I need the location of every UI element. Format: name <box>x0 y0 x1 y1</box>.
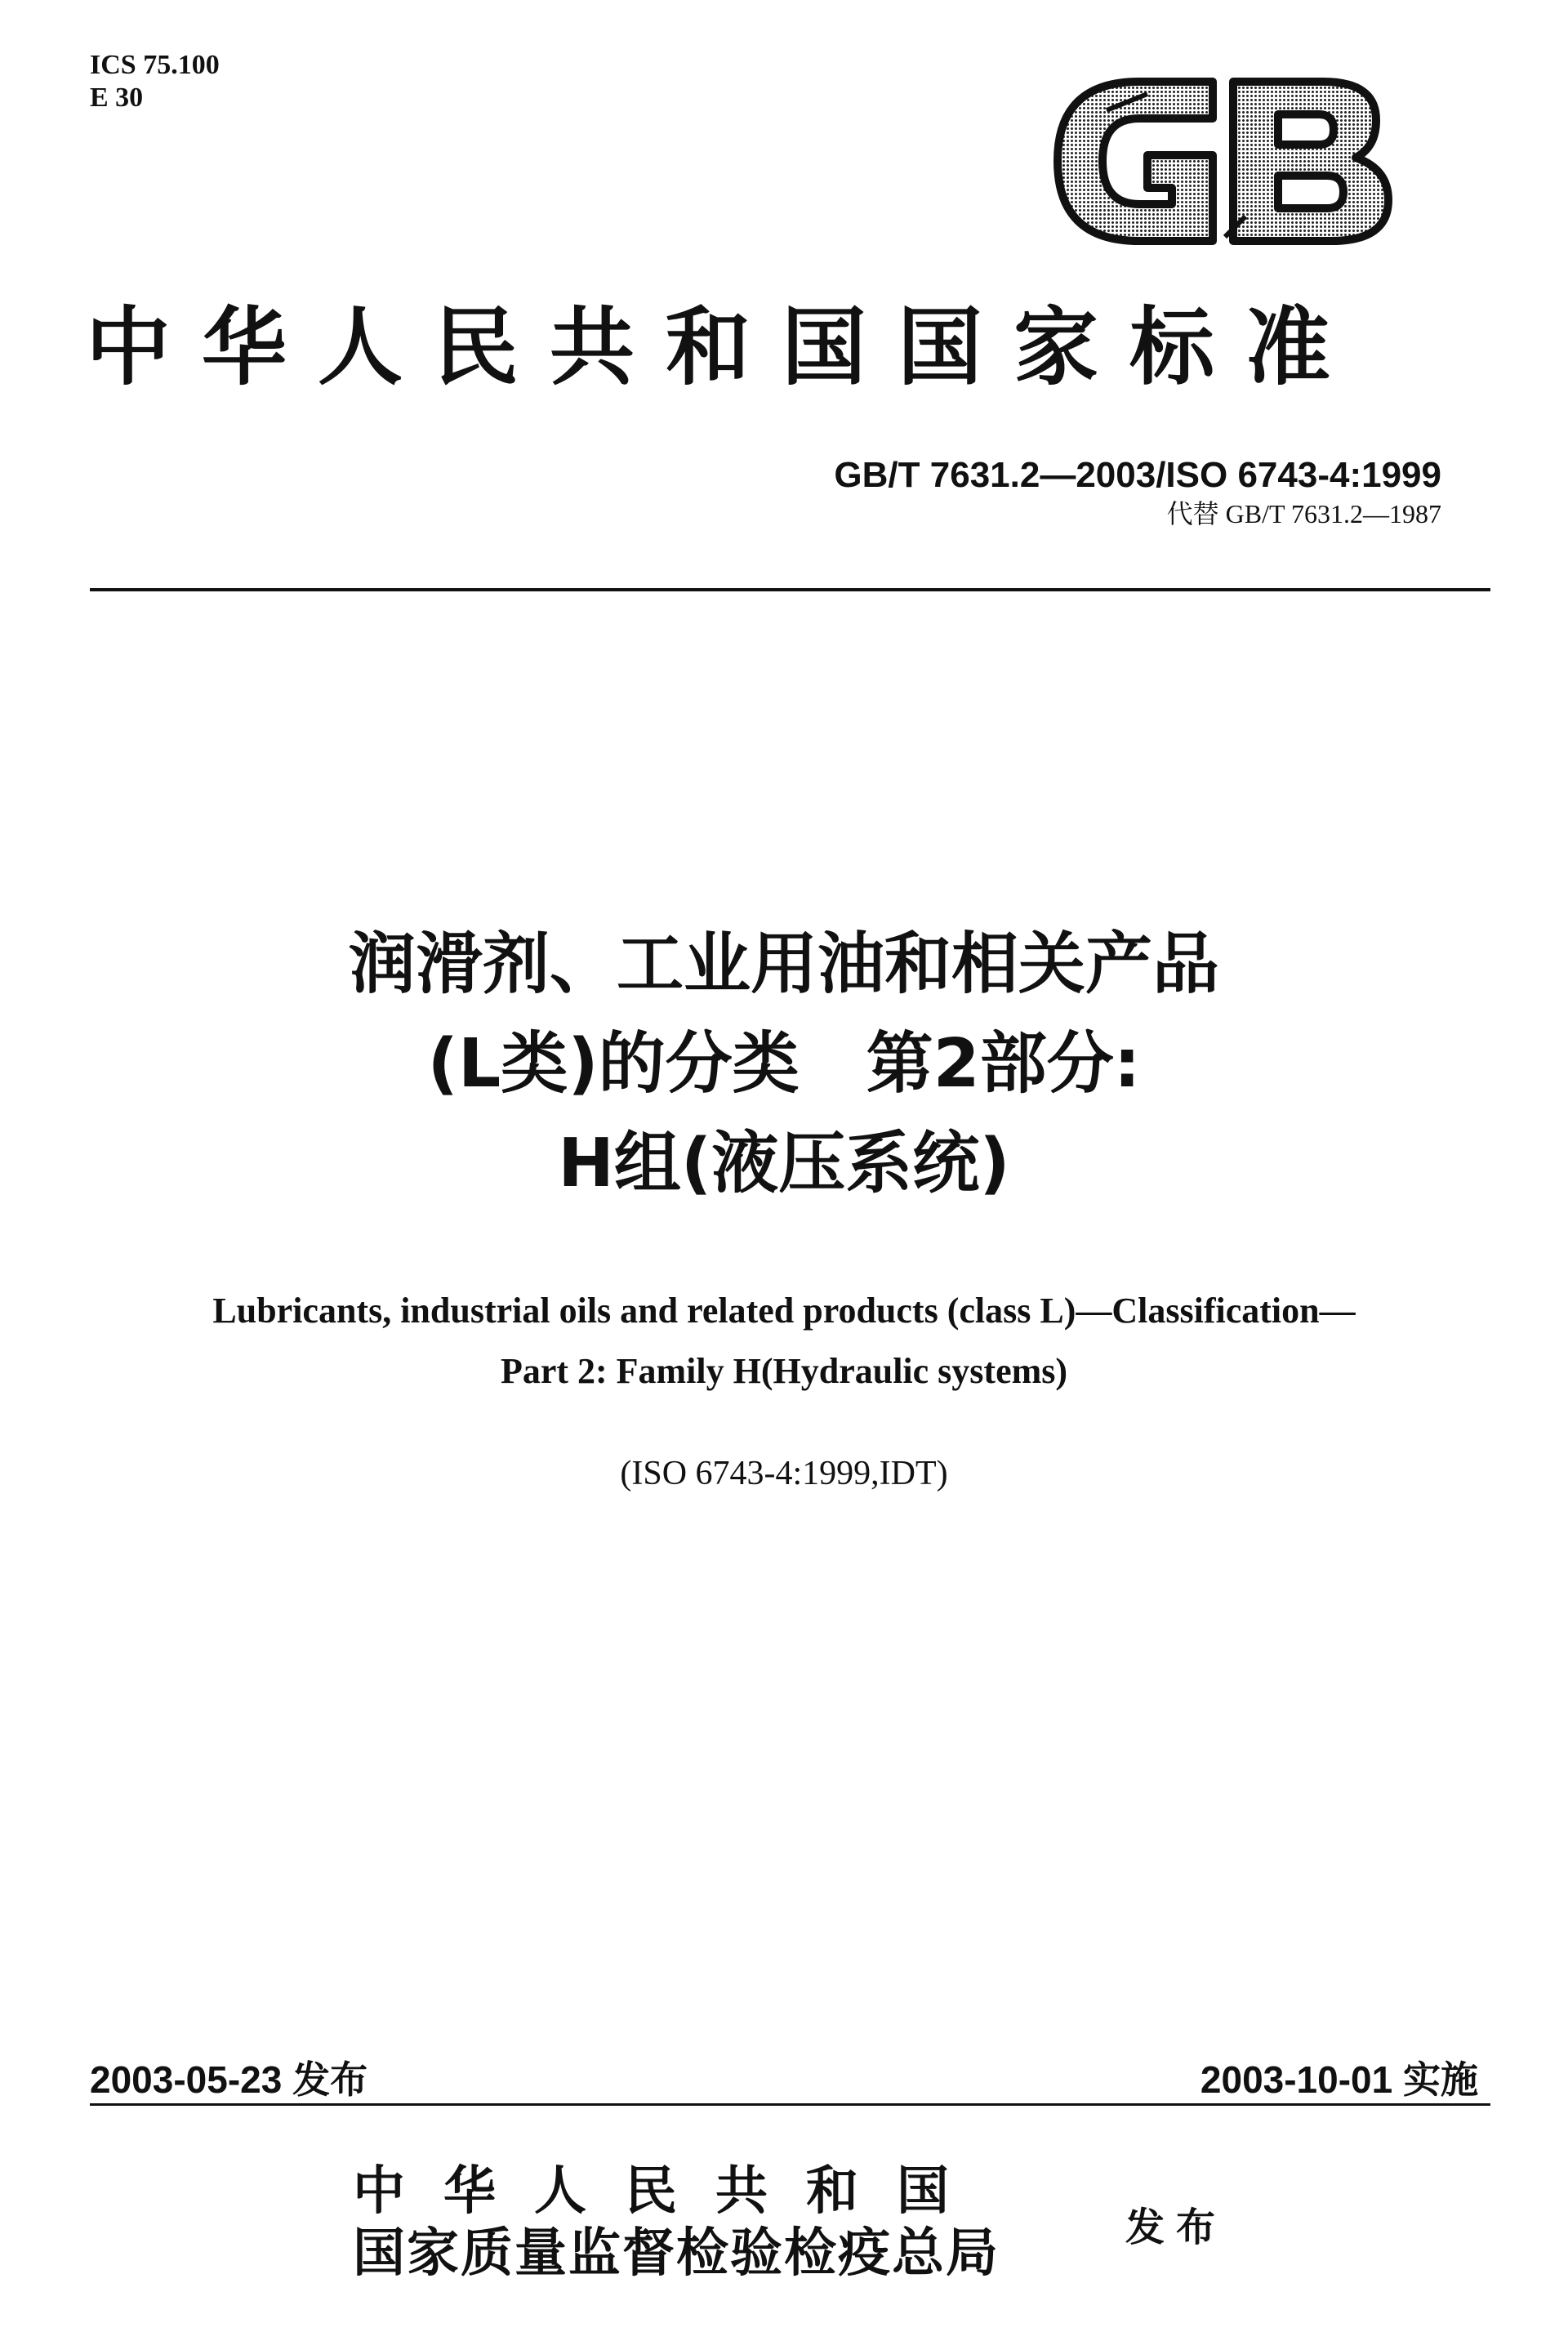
chinese-title-line-1: 润滑剂、工业用油和相关产品 <box>348 925 1219 1003</box>
standard-number-block <box>834 453 1441 530</box>
replaces-note: 代替 GB/T 7631.2—1987 <box>1166 499 1441 528</box>
national-standard-banner: 中华人民共和国国家标准 <box>86 297 1362 397</box>
english-title <box>0 1281 1568 1402</box>
issuer-line-1: 中华人民共和国 <box>353 2160 987 2222</box>
standard-number: GB/T 7631.2—2003/ISO 6743-4:1999 <box>834 455 1441 495</box>
english-title-line-1: Lubricants, industrial oils and related products (class L)—Classification— <box>212 1291 1356 1331</box>
header-divider <box>90 588 1490 591</box>
issued-label: 发布 <box>1125 2205 1227 2250</box>
chinese-title-line-2: (L类)的分类 第2部分: <box>427 1025 1141 1103</box>
gb-logo-icon <box>1049 69 1401 253</box>
footer-divider <box>90 2103 1490 2106</box>
classification-codes <box>90 49 220 114</box>
issuer-line-2: 国家质量监督检验检疫总局 <box>353 2223 1000 2284</box>
iso-equivalence: (ISO 6743-4:1999,IDT) <box>620 1455 948 1492</box>
ics-code: ICS 75.100 <box>90 50 220 80</box>
implementation-date: 2003-10-01 实施 <box>1200 2058 1478 2101</box>
english-title-line-2: Part 2: Family H(Hydraulic systems) <box>500 1351 1068 1391</box>
chinese-title <box>0 915 1568 1214</box>
issuing-authority <box>353 2160 1000 2285</box>
issue-date: 2003-05-23 发布 <box>90 2058 368 2101</box>
ccs-code: E 30 <box>90 82 144 113</box>
chinese-title-line-3: H组(液压系统) <box>558 1125 1010 1202</box>
